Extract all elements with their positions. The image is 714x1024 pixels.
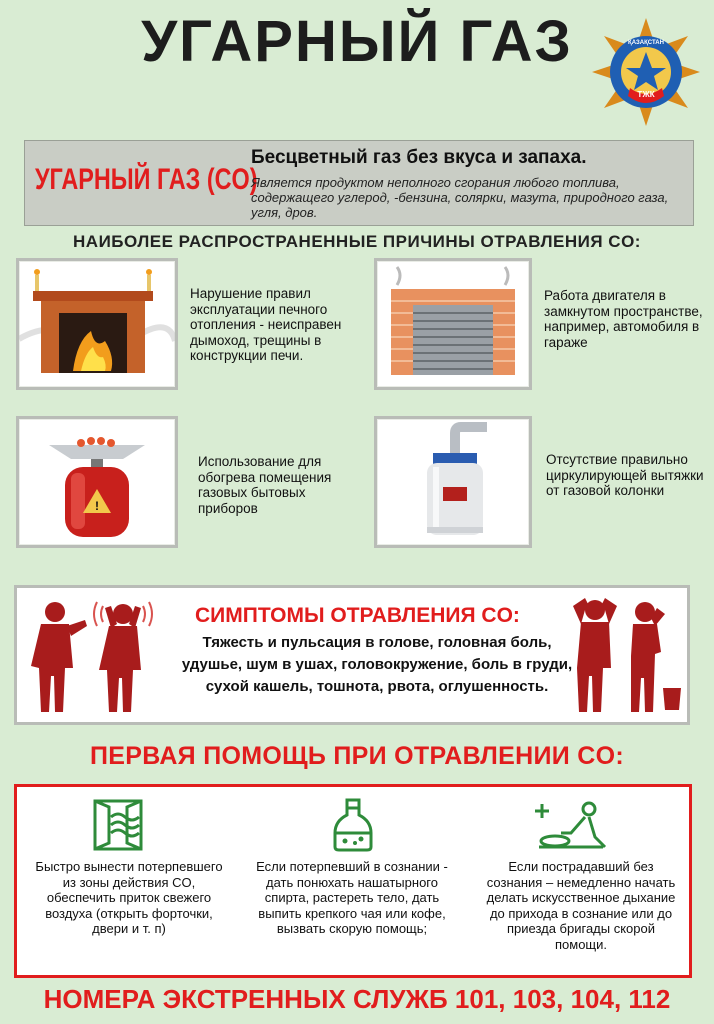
fireplace-icon <box>19 261 175 387</box>
garage-icon <box>377 261 529 387</box>
emergency-numbers: НОМЕРА ЭКСТРЕННЫХ СЛУЖБ 101, 103, 104, 112 <box>43 984 671 1014</box>
first-aid-text-conscious: Если потерпевший в сознании - дать понюхать нашатырного спирта, растереть тело, дать выпить крепкого чая или кофе, вызвать скорую помощь; <box>256 859 448 936</box>
first-aid-text-fresh-air: Быстро вынести потерпевшего из зоны действия CO, обеспечить приток свежего воздуха (открыть форточки, двери и т. п) <box>35 859 223 936</box>
symptoms-panel <box>14 585 690 725</box>
cause-image-fireplace <box>16 258 178 390</box>
cause-text-fireplace: Нарушение правил эксплуатации печного отопления - неисправен дымоход, трещины в конструкции печи. <box>190 286 342 363</box>
first-aid-text-unconscious: Если пострадавший без сознания – немедленно начать делать искусственное дыхание до прихода в сознание или до приезда бригады скорой помощи. <box>486 859 676 952</box>
gas-heater-icon <box>19 419 175 545</box>
symptoms-title: СИМПТОМЫ ОТРАВЛЕНИЯ CO: <box>195 604 520 627</box>
first-aid-panel <box>14 784 692 978</box>
gas-boiler-icon <box>377 419 529 545</box>
definition-label: УГАРНЫЙ ГАЗ (CO) <box>35 163 258 196</box>
coughing-person-icon <box>19 596 169 720</box>
cause-text-gas-boiler: Отсутствие правильно циркулирующей вытяжки от газовой колонки <box>546 452 704 498</box>
definition-banner <box>24 140 694 226</box>
open-window-icon <box>89 797 147 853</box>
cause-image-gas-boiler <box>374 416 532 548</box>
first-aid-title: ПЕРВАЯ ПОМОЩЬ ПРИ ОТРАВЛЕНИИ CO: <box>90 742 624 770</box>
cause-image-gas-heater <box>16 416 178 548</box>
cause-text-garage: Работа двигателя в замкнутом пространстве, например, автомобиля в гараже <box>544 288 703 350</box>
emergency-ministry-emblem <box>592 18 700 126</box>
emblem-abbr: ТЖК <box>637 90 655 99</box>
cause-image-garage <box>374 258 532 390</box>
page-title: УГАРНЫЙ ГАЗ <box>141 9 573 74</box>
cause-text-gas-heater: Использование для обогрева помещения газовых бытовых приборов <box>198 454 332 516</box>
symptoms-text: Тяжесть и пульсация в голове, головная боль, удушье, шум в ушах, головокружение, боль в груди, сухой кашель, тошнота, рвота, оглушенность. <box>181 634 573 695</box>
definition-heading: Бесцветный газ без вкуса и запаха. <box>251 147 587 168</box>
emblem-top-text: ҚАЗАҚСТАН <box>628 40 664 46</box>
causes-heading: НАИБОЛЕЕ РАСПРОСТРАНЕННЫЕ ПРИЧИНЫ ОТРАВЛЕНИЯ CO: <box>73 232 641 251</box>
svg-text:!: ! <box>95 499 99 513</box>
ammonia-bottle-icon <box>331 797 375 853</box>
definition-text: Является продуктом неполного сгорания любого топлива, содержащего углерод, -бензина, солярки, мазута, природного газа, угля, дров. <box>251 175 669 220</box>
headache-person-icon <box>559 592 687 720</box>
cpr-icon <box>531 797 611 853</box>
